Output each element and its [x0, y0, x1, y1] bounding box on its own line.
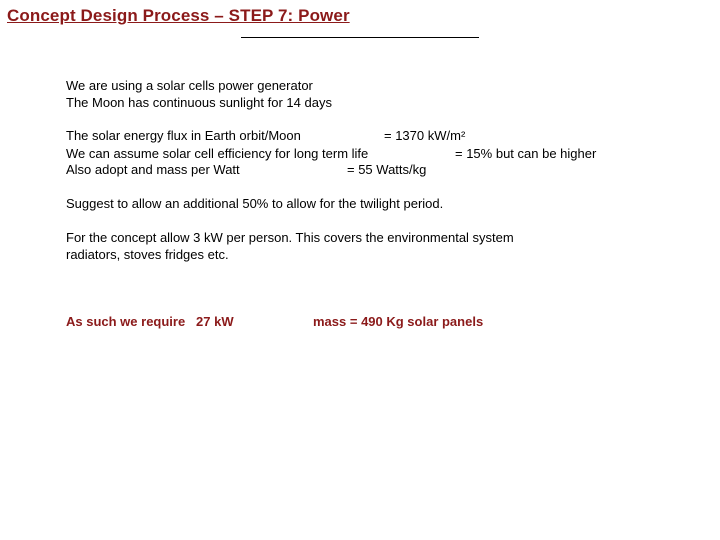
efficiency-label: We can assume solar cell efficiency for long term life [66, 146, 369, 161]
intro-line-1: We are using a solar cells power generator [66, 78, 313, 93]
twilight-note: Suggest to allow an additional 50% to allow for the twilight period. [66, 196, 444, 211]
intro-line-2: The Moon has continuous sunlight for 14 days [66, 95, 332, 110]
slide-title: Concept Design Process – STEP 7: Power [7, 6, 350, 25]
efficiency-value: = 15% but can be higher [455, 146, 597, 161]
flux-value: = 1370 kW/m² [384, 128, 466, 143]
concept-line-1: For the concept allow 3 kW per person. This covers the environmental system [66, 230, 514, 245]
title-divider [241, 37, 479, 38]
power-requirement: As such we require 27 kW [66, 314, 234, 329]
solar-panel-mass: mass = 490 Kg solar panels [313, 314, 484, 329]
flux-label: The solar energy flux in Earth orbit/Moon [66, 128, 301, 143]
mass-per-watt-label: Also adopt and mass per Watt [66, 162, 240, 177]
mass-per-watt-value: = 55 Watts/kg [347, 162, 427, 177]
concept-line-2: radiators, stoves fridges etc. [66, 247, 229, 262]
